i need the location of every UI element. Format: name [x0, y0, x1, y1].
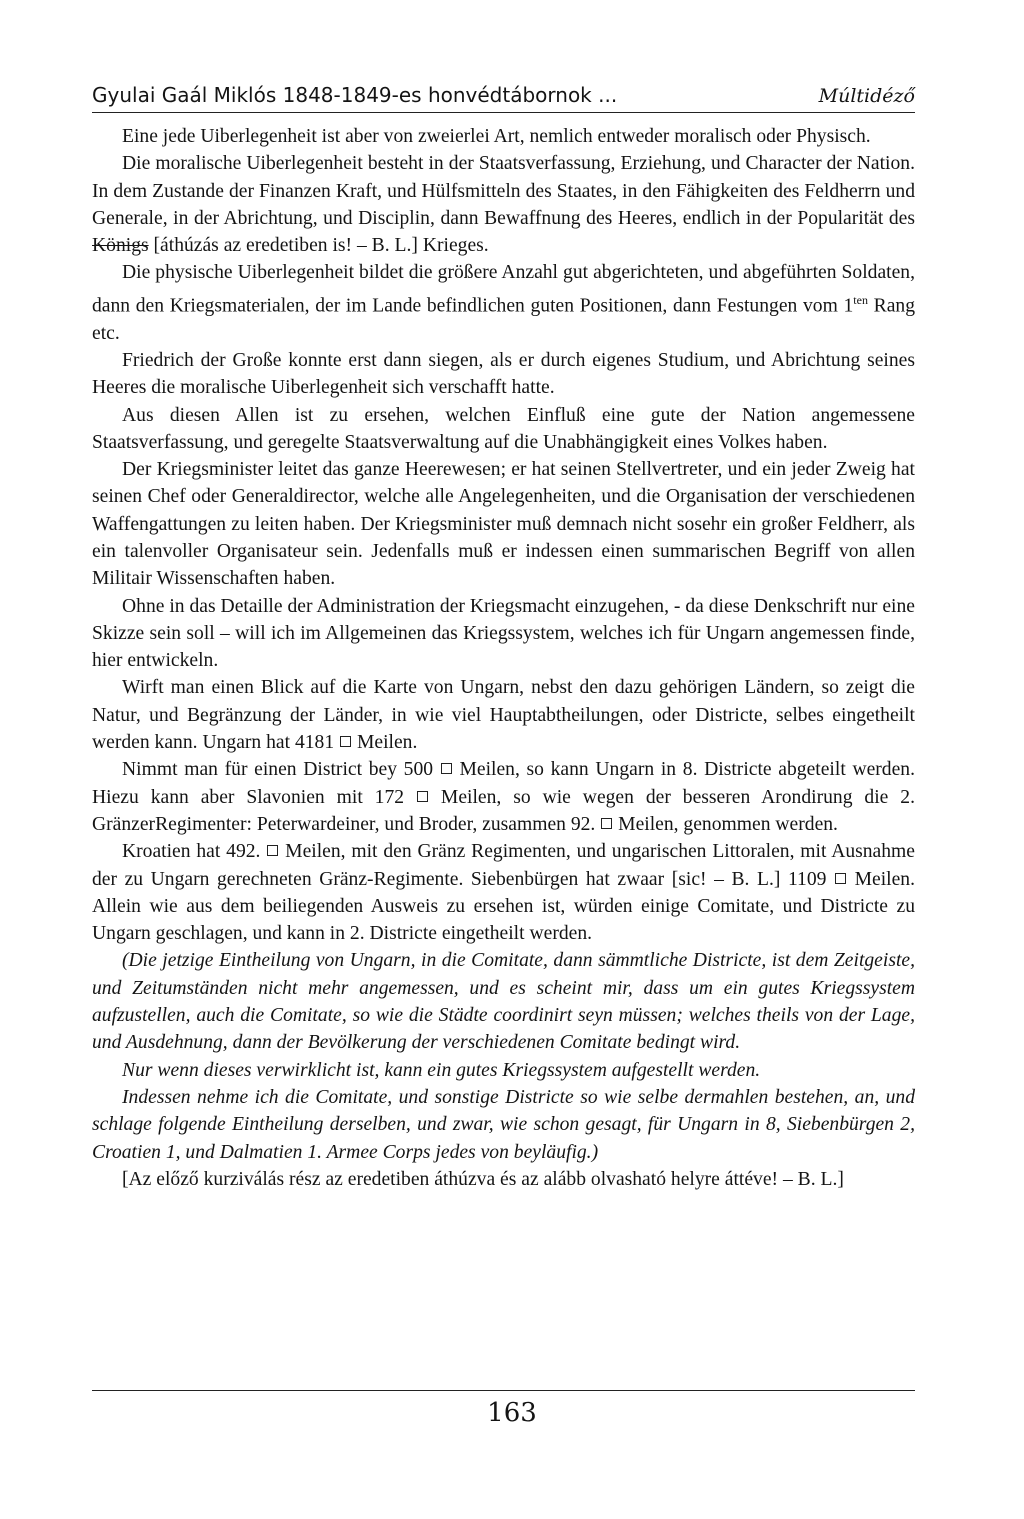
- paragraph-9: [92, 756, 915, 838]
- paragraph-10-text-c: Meilen. Allein wie aus dem beiliegenden Ausweis zu ersehen ist, würden einige Comitate, und Districte zu Ungarn geschlagen, und kann in 2. Districte eingetheilt werden.: [92, 868, 915, 945]
- square-mile-icon: [340, 736, 351, 747]
- paragraph-8-text: Wirft man einen Blick auf die Karte von Ungarn, nebst den dazu gehörigen Ländern, so zeigt die Natur, und Begränzung der Länder, in wie viel Hauptabtheilungen, oder Districte, selbes eingetheilt werden kann. Ungarn hat 4181: [92, 677, 915, 754]
- square-mile-icon: [601, 818, 612, 829]
- paragraph-2-text-end: [áthúzás az eredetiben is! – B. L.] Krieges.: [153, 235, 489, 257]
- paragraph-2-text: Die moralische Uiberlegenheit besteht in der Staatsverfassung, Erziehung, und Character der Nation. In dem Zustande der Finanzen Kraft, und Hülfsmitteln des Staates, in den Fähigkeiten des Feldherrn und Generale, in der Abrichtung, und Disciplin, dann Bewaffnung des Heeres, endlich in der Popularität des: [92, 153, 915, 229]
- page-number: 163: [487, 1398, 537, 1428]
- square-mile-icon: [441, 763, 452, 774]
- footer-rule: [92, 1390, 915, 1391]
- page: [92, 82, 915, 1193]
- paragraph-8: [92, 674, 915, 756]
- paragraph-3-text-end: Rang etc.: [92, 295, 916, 344]
- paragraph-1: Eine jede Uiberlegenheit ist aber von zweierlei Art, nemlich entweder moralisch oder Physisch.: [122, 126, 871, 147]
- paragraph-7: Ohne in das Detaille der Administration der Kriegsmacht einzugehen, - da diese Denkschrift nur eine Skizze sein soll – will ich im Allgemeinen das Kriegssystem, welches ich für Ungarn angemessen finde, hier entwickeln.: [92, 595, 915, 672]
- paragraph-9-text-d: Meilen, genommen werden.: [618, 813, 838, 835]
- paragraph-10: [92, 838, 915, 947]
- header-title: Gyulai Gaál Miklós 1848-1849-es honvédtábornok ...: [92, 83, 618, 107]
- paragraph-2: [92, 150, 915, 259]
- paragraph-11-italic: (Die jetzige Eintheilung von Ungarn, in die Comitate, dann sämmtliche Districte, ist dem Zeitgeiste, und Zeitumständen nicht mehr angemessen, und es scheint mir, dass um ein gutes Kriegssystem aufzustellen, auch die Comitate, so wie die Städte coordinirt seyn müssen; welches theils von der Lage, und Ausdehnung, dann der Bevölkerung der verschiedenen Comitate bedingt wird.: [92, 950, 915, 1054]
- paragraph-3-text: Die physische Uiberlegenheit bildet die größere Anzahl gut abgerichteten, und abgeführten Soldaten, dann den Kriegsmaterialen, der im Lande befindlichen guten Positionen, dann Festungen vom 1: [92, 262, 915, 317]
- square-mile-icon: [835, 873, 846, 884]
- paragraph-6: Der Kriegsminister leitet das ganze Heerewesen; er hat seinen Stellvertreter, und ein jeder Zweig hat seinen Chef oder Generaldirector, welche alle Angelegenheiten, und die Organisation der verschiedenen Waffengattungen zu leiten haben. Der Kriegsminister muß demnach nicht sosehr ein großer Feldherr, als ein talenvoller Organisateur sein. Jedenfalls muß er indessen einen summarischen Begriff von allen Militair Wissenschaften haben.: [92, 459, 915, 590]
- paragraph-8-text-end: Meilen.: [356, 732, 418, 754]
- paragraph-12-italic: Nur wenn dieses verwirklicht ist, kann ein gutes Kriegssystem aufgestellt werden.: [122, 1059, 761, 1081]
- running-header: [92, 82, 915, 113]
- paragraph-10-text-a: Kroatien hat 492.: [122, 841, 261, 863]
- header-series: Múltidéző: [818, 85, 915, 107]
- paragraph-14-editor-note: [Az előző kurziválás rész az eredetiben áthúzva és az alább olvasható helyre áttéve! – B. L.]: [122, 1168, 844, 1190]
- paragraph-13-italic: Indessen nehme ich die Comitate, und sonstige Districte so wie selbe dermahlen bestehen, an, und schlage folgende Eintheilung derselben, und zwar, wie schon gesagt, für Ungarn in 8, Siebenbürgen 2, Croatien 1, und Dalmatien 1. Armee Corps jedes von beyläufig.): [92, 1086, 915, 1163]
- body-text: [92, 123, 915, 1193]
- superscript: ten: [853, 292, 868, 307]
- paragraph-5: Aus diesen Allen ist zu ersehen, welchen Einfluß eine gute der Nation angemessene Staatsverfassung, und geregelte Staatsverwaltung auf die Unabhängigkeit eines Volkes haben.: [92, 404, 915, 453]
- paragraph-4: Friedrich der Große konnte erst dann siegen, als er durch eigenes Studium, und Abrichtung seines Heeres die moralische Uiberlegenheit sich verschafft hatte.: [92, 349, 915, 399]
- paragraph-9-text-b: Meilen, so kann Ungarn in 8. Districte abgeteilt werden. Hiezu kann aber Slavonien mit 172: [92, 759, 915, 808]
- square-mile-icon: [417, 791, 428, 802]
- struck-word: Königs: [92, 235, 149, 257]
- square-mile-icon: [267, 845, 278, 856]
- paragraph-9-text-c: Meilen, so wie wegen der besseren Arondirung die 2. GränzerRegimenter: Peterwardeiner, und Broder, zusammen 92.: [92, 786, 915, 835]
- paragraph-10-text-b: Meilen, mit den Gränz Regimenten, und ungarischen Littoralen, mit Ausnahme der zu Ungarn gerechneten Gränz-Regimente. Siebenbürgen hat zwaar [sic! – B. L.] 1109: [92, 841, 915, 890]
- paragraph-3: [92, 259, 915, 346]
- paragraph-9-text-a: Nimmt man für einen District bey 500: [122, 759, 434, 781]
